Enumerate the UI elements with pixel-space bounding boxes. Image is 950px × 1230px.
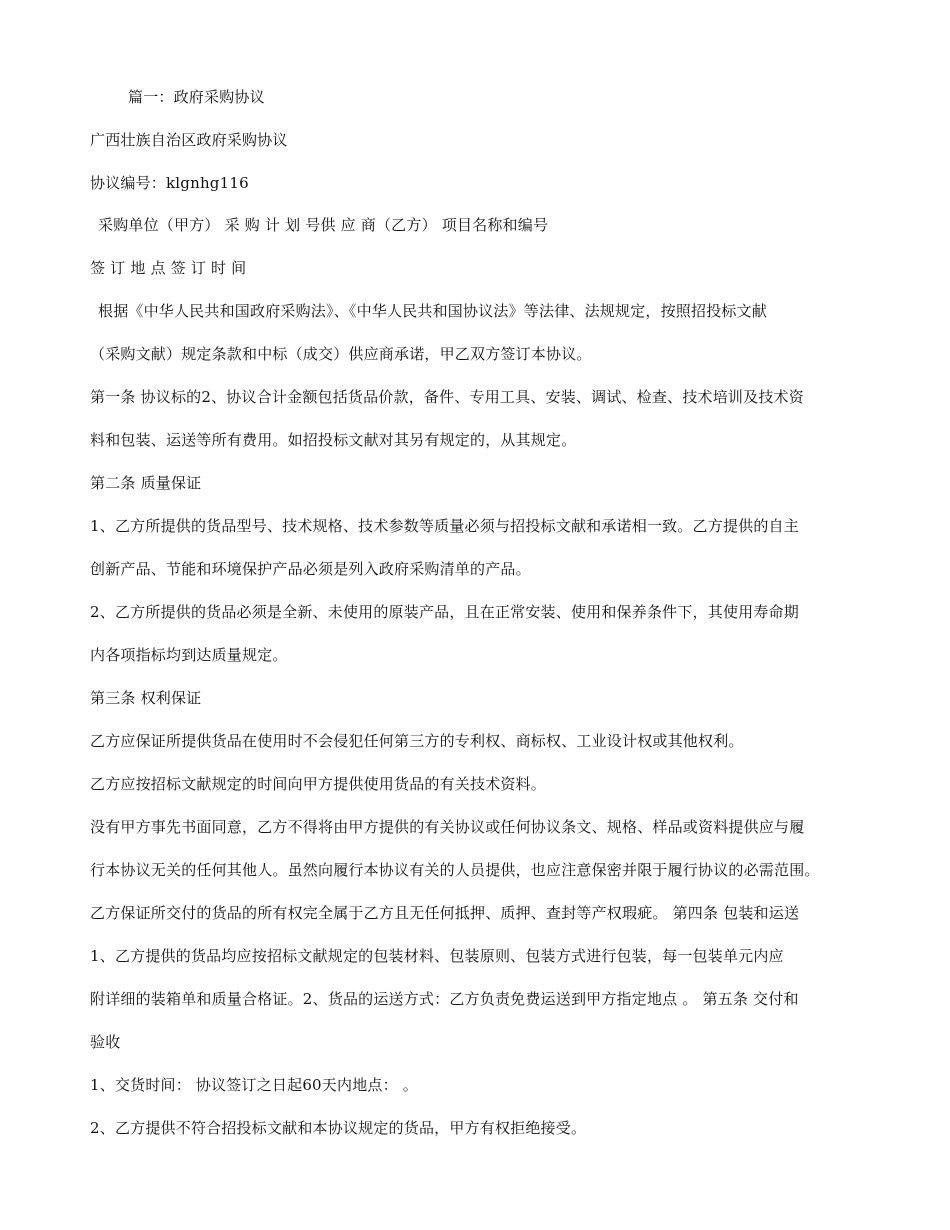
article-3-p1: 乙方应保证所提供货品在使用时不会侵犯任何第三方的专利权、商标权、工业设计权或其他权利。 (90, 732, 744, 750)
article-4-line-3: 验收 (90, 1033, 121, 1051)
article-2-p1-line-1: 1、乙方所提供的货品型号、技术规格、技术参数等质量必须与招投标文献和承诺相一致。乙方提供的自主 (90, 517, 799, 535)
article-5-p2: 2、乙方提供不符合招投标文献和本协议规定的货品，甲方有权拒绝接受。 (90, 1119, 587, 1137)
article-3-p3-line-1: 没有甲方事先书面同意，乙方不得将由甲方提供的有关协议或任何协议条文、规格、样品或资料提供应与履 (90, 818, 805, 836)
article-3-p4: 乙方保证所交付的货品的所有权完全属于乙方且无任何抵押、质押、查封等产权瑕疵。 第四条 包装和运送 (90, 904, 800, 922)
article-1-line-2: 料和包装、运送等所有费用。如招投标文献对其另有规定的，从其规定。 (90, 431, 577, 449)
article-1-line-1: 第一条 协议标的2、协议合计金额包括货品价款，备件、专用工具、安装、调试、检查、技术培训及技术资 (90, 388, 804, 406)
article-3-p3-line-2: 行本协议无关的任何其他人。虽然向履行本协议有关的人员提供，也应注意保密并限于履行协议的必需范围。 (90, 861, 820, 879)
basis-line-2: （采购文献）规定条款和中标（成交）供应商承诺，甲乙双方签订本协议。 (90, 345, 592, 363)
article-3-title: 第三条 权利保证 (90, 689, 202, 707)
basis-line-1: 根据《中华人民共和国政府采购法》、《中华人民共和国协议法》等法律、法规规定，按照招投标文献 (98, 302, 768, 320)
parties-line: 采购单位（甲方） 采 购 计 划 号供 应 商（乙方） 项目名称和编号 (98, 216, 549, 234)
article-2-p2-line-2: 内各项指标均到达质量规定。 (90, 646, 288, 664)
document-title: 广西壮族自治区政府采购协议 (90, 131, 288, 149)
article-4-line-2: 附详细的装箱单和质量合格证。2、货品的运送方式：乙方负责免费运送到甲方指定地点 。 第五条 交付和 (90, 990, 799, 1008)
article-3-p2: 乙方应按招标文献规定的时间向甲方提供使用货品的有关技术资料。 (90, 775, 547, 793)
article-5-p1: 1、交货时间： 协议签订之日起60天内地点： 。 (90, 1076, 418, 1094)
contract-number: 协议编号：klgnhg116 (90, 174, 249, 192)
article-4-line-1: 1、乙方提供的货品均应按招标文献规定的包装材料、包装原则、包装方式进行包装，每一包装单元内应 (90, 947, 784, 965)
article-2-title: 第二条 质量保证 (90, 474, 202, 492)
article-2-p2-line-1: 2、乙方所提供的货品必须是全新、未使用的原装产品，且在正常安装、使用和保养条件下，其使用寿命期 (90, 603, 799, 621)
document-heading: 篇一：政府采购协议 (128, 88, 265, 106)
article-2-p1-line-2: 创新产品、节能和环境保护产品必须是列入政府采购清单的产品。 (90, 560, 531, 578)
sign-line: 签 订 地 点 签 订 时 间 (90, 259, 247, 277)
